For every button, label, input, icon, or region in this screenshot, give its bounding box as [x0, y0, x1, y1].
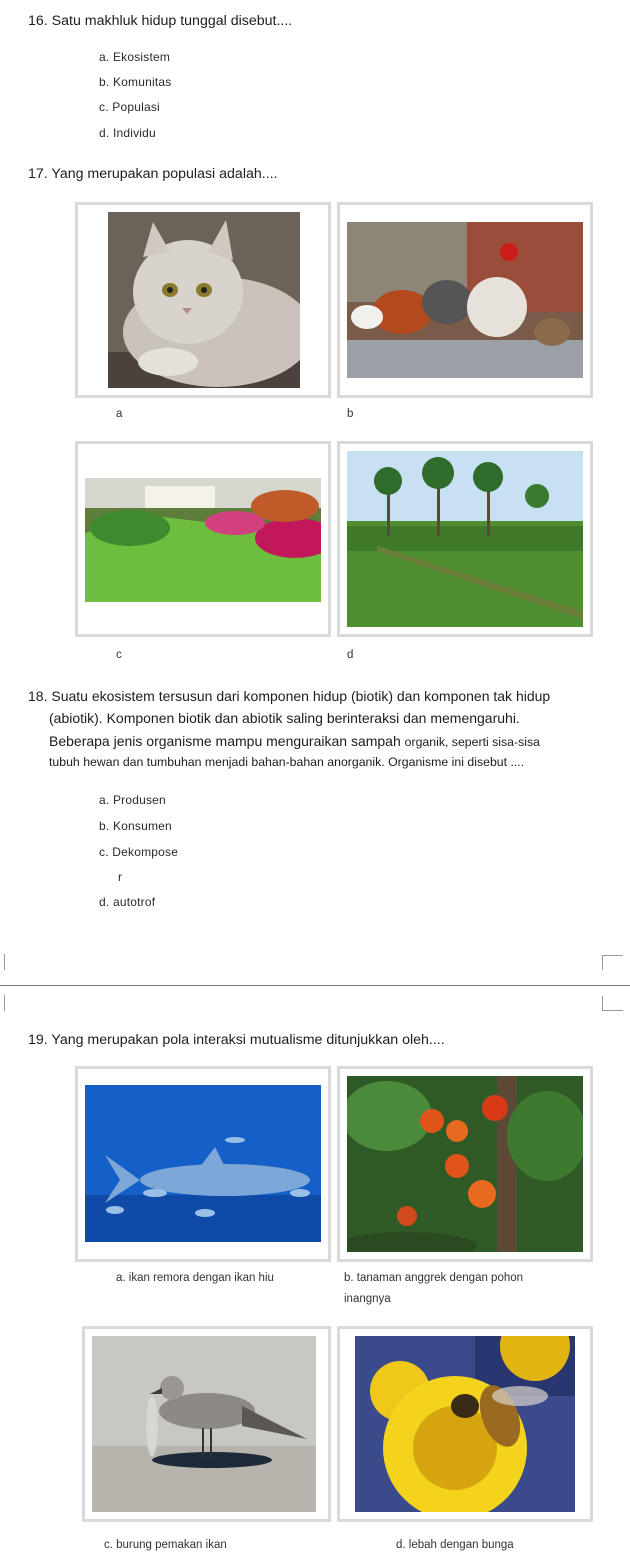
q17-caption-c: c [116, 649, 122, 661]
q18-option-b[interactable]: b. Konsumen [99, 819, 172, 833]
shark-image[interactable] [85, 1085, 321, 1242]
q18-line-3-start: Beberapa jenis organisme mampu menguraikan sampah [49, 733, 405, 749]
question-16: 16. Satu makhluk hidup tunggal disebut.... [28, 13, 293, 29]
q16-option-a[interactable]: a. Ekosistem [99, 50, 171, 64]
bee-flower-image[interactable] [355, 1336, 575, 1512]
q19-caption-b-cont: inangnya [344, 1293, 391, 1305]
q19-caption-a: a. ikan remora dengan ikan hiu [116, 1272, 274, 1284]
q19-caption-d: d. lebah dengan bunga [396, 1539, 514, 1551]
chickens-image[interactable] [347, 222, 583, 378]
q17-caption-b: b [347, 408, 354, 420]
q18-option-c[interactable]: c. Dekompose [99, 845, 179, 859]
page-corner-right-bottom [602, 996, 623, 1011]
q16-option-c[interactable]: c. Populasi [99, 100, 160, 114]
question-19: 19. Yang merupakan pola interaksi mutualisme ditunjukkan oleh.... [28, 1032, 445, 1048]
page-corner-left-bottom [0, 995, 5, 1011]
gull-image[interactable] [92, 1336, 316, 1512]
page-divider [0, 985, 630, 986]
q18-option-c-wrap: r [118, 870, 123, 884]
q18-option-a[interactable]: a. Produsen [99, 793, 166, 807]
cat-image[interactable] [108, 212, 300, 388]
q18-line-3 [49, 731, 540, 753]
q17-caption-d: d [347, 649, 354, 661]
q18-line-2: (abiotik). Komponen biotik dan abiotik saling berinteraksi dan memengaruhi. [49, 710, 520, 726]
garden-image[interactable] [85, 478, 321, 602]
q18-option-d[interactable]: d. autotrof [99, 895, 156, 909]
q18-line-1: 18. Suatu ekosistem tersusun dari komponen hidup (biotik) dan komponen tak hidup [28, 688, 551, 704]
q16-option-b[interactable]: b. Komunitas [99, 75, 172, 89]
q17-caption-a: a [116, 408, 123, 420]
orchid-image[interactable] [347, 1076, 583, 1252]
ricefield-image[interactable] [347, 451, 583, 627]
q19-caption-c: c. burung pemakan ikan [104, 1539, 227, 1551]
q16-option-d[interactable]: d. Individu [99, 126, 156, 140]
page-corner-left-top [0, 954, 5, 970]
q19-caption-b: b. tanaman anggrek dengan pohon [344, 1272, 524, 1284]
q18-line-4: tubuh hewan dan tumbuhan menjadi bahan-bahan anorganik. Organisme ini disebut .... [49, 755, 525, 769]
page-corner-right-top [602, 955, 623, 970]
question-17: 17. Yang merupakan populasi adalah.... [28, 166, 278, 182]
q18-line-3-end: organik, seperti sisa-sisa [404, 735, 540, 749]
